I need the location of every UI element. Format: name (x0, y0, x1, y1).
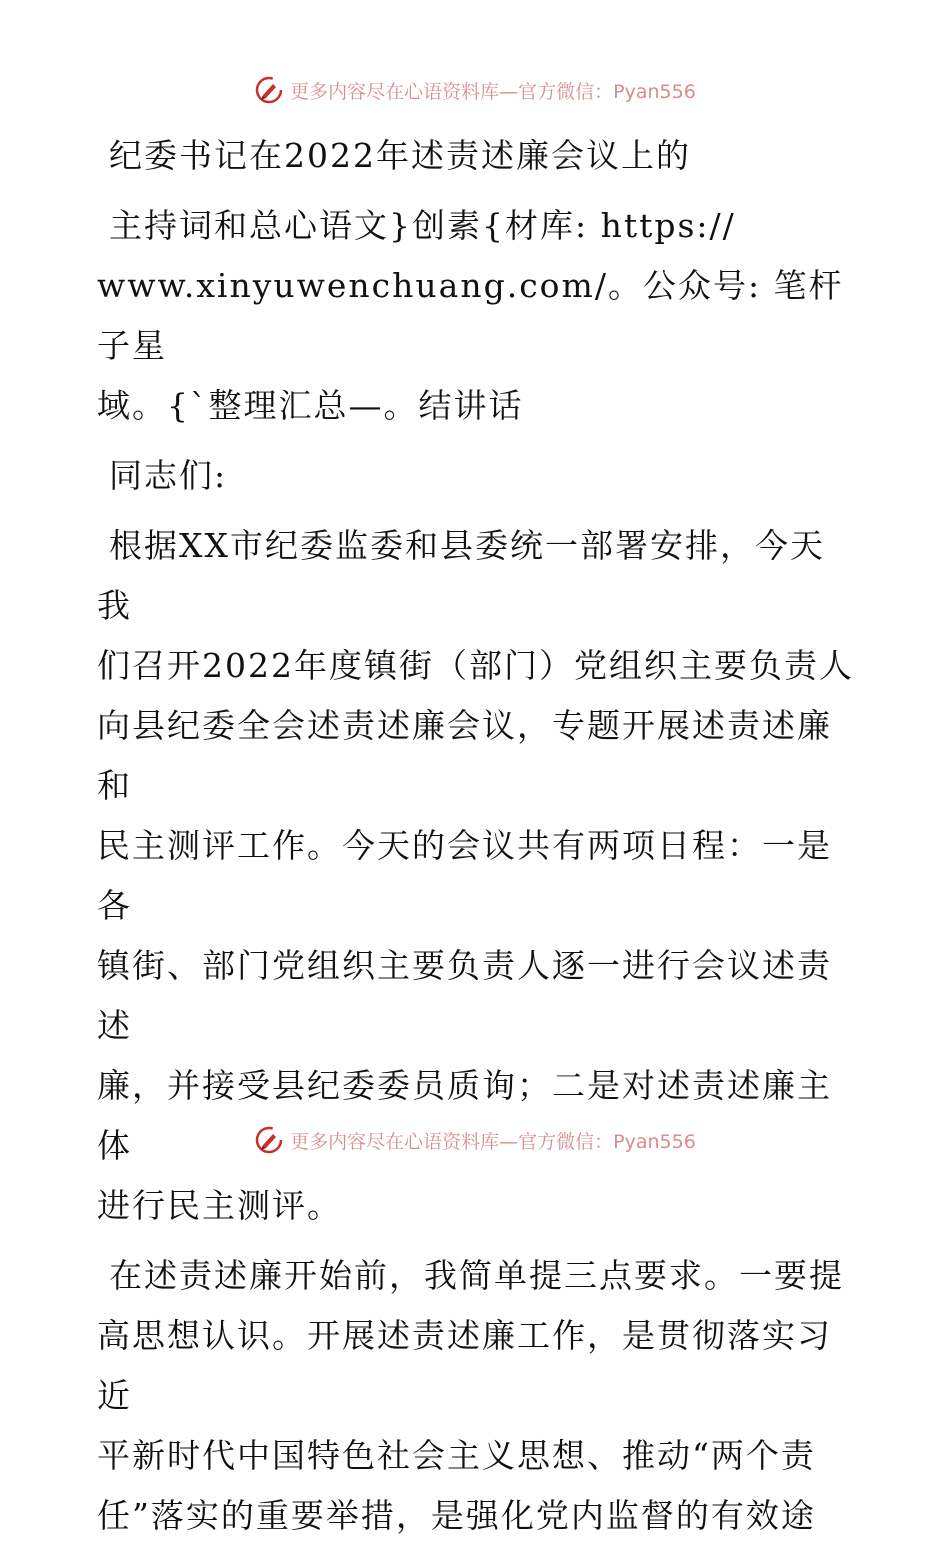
paragraph-line: 平新时代中国特色社会主义思想、推动“两个责 (97, 1436, 816, 1475)
watermark-text: 更多内容尽在心语资料库—官方微信：Pyan556 (290, 80, 696, 103)
paragraph-line: 任”落实的重要举措，是强化党内监督的有效途 (97, 1496, 816, 1535)
watermark-text: 更多内容尽在心语资料库—官方微信：Pyan556 (290, 1130, 696, 1153)
pen-seal-logo-icon (254, 1125, 284, 1155)
paragraph-line: 民主测评工作。今天的会议共有两项日程：一是各 (97, 826, 832, 925)
watermark-banner-bottom (0, 1120, 950, 1160)
paragraph-line: 向县纪委全会述责述廉会议，专题开展述责述廉和 (97, 706, 832, 805)
watermark-banner-top (0, 70, 950, 110)
document-title-line: 主持词和总心语文}创素{材库: https:// (109, 206, 736, 245)
paragraph-line: 高思想认识。开展述责述廉工作，是贯彻落实习近 (97, 1316, 832, 1415)
paragraph-line: 在述责述廉开始前，我简单提三点要求。一要提 (109, 1256, 844, 1295)
document-title-line: 域。{`整理汇总—。结讲话 (97, 386, 524, 425)
paragraph-line: 根据XX市纪委监委和县委统一部署安排，今天我 (97, 526, 825, 625)
document-title-line: 纪委书记在2022年述责述廉会议上的 (109, 136, 691, 175)
paragraph-line: 进行民主测评。 (97, 1186, 342, 1225)
paragraph-line: 镇街、部门党组织主要负责人逐一进行会议述责述 (97, 946, 832, 1045)
pen-seal-logo-icon (254, 75, 284, 105)
paragraph-line: 们召开2022年度镇街（部门）党组织主要负责人 (97, 646, 854, 685)
document-body (97, 126, 857, 1546)
paragraph-line: 廉，并接受县纪委委员质询；二是对述责述廉主体 (97, 1066, 832, 1165)
document-title-line: www.xinyuwenchuang.com/。公众号: 笔杆子星 (97, 266, 844, 365)
salutation: 同志们: (109, 456, 228, 495)
